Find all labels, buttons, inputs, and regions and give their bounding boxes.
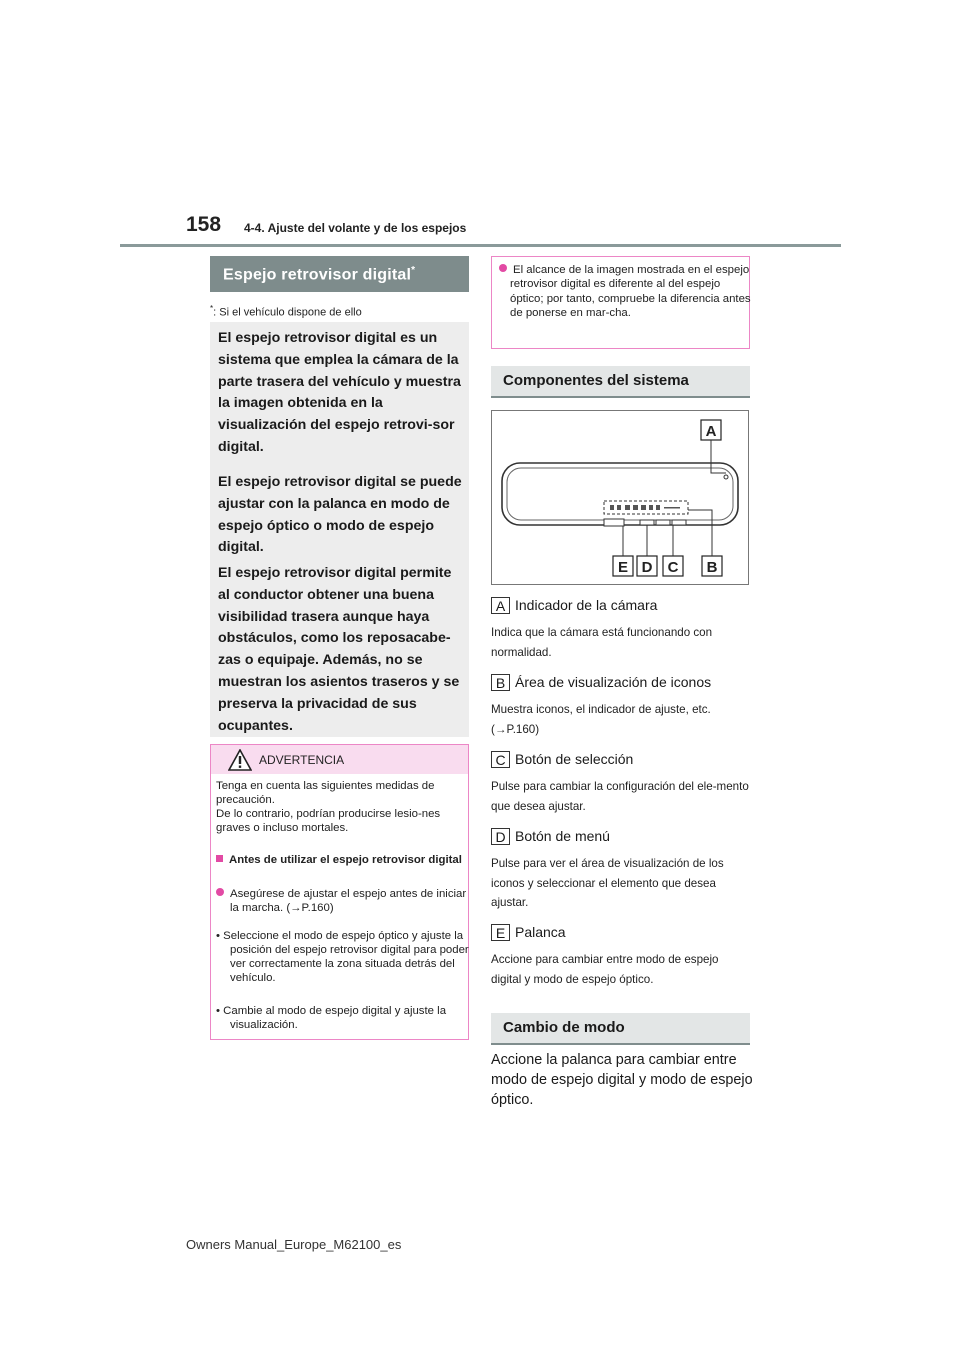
components-heading — [491, 366, 750, 396]
footnote-text: : Si el vehículo dispone de ello — [213, 306, 362, 319]
circle-bullet-icon — [216, 888, 224, 896]
component-name-d: Botón de menú — [515, 828, 610, 844]
main-heading-text: Espejo retrovisor digital — [223, 266, 412, 284]
mode-change-heading — [491, 1013, 750, 1043]
warning-title: ADVERTENCIA — [259, 753, 345, 767]
circle-bullet-icon — [499, 264, 507, 272]
label-c: C — [667, 559, 679, 576]
warning-subheading-text: Antes de utilizar el espejo retrovisor digital — [229, 854, 462, 866]
mode-change-text: Accione la palanca para cambiar entre modo de espejo digital y modo de espejo óptico. — [491, 1052, 753, 1108]
warning-item — [216, 887, 478, 915]
mirror-diagram — [491, 410, 749, 585]
component-letter-a: A — [491, 597, 510, 614]
label-d: D — [641, 559, 653, 576]
component-name-e: Palanca — [515, 924, 566, 940]
component-desc-c: Pulse para cambiar la configuración del ele-mento que desea ajustar. — [491, 780, 749, 813]
component-desc-e: Accione para cambiar entre modo de espejo digital y modo de espejo óptico. — [491, 953, 719, 986]
header-rule — [120, 244, 841, 247]
warning-header — [211, 745, 468, 774]
label-e: E — [617, 559, 629, 576]
note-text-content: El alcance de la imagen mostrada en el espejo retrovisor digital es diferente al del espejo óptico; por tanto, compruebe la diferencia antes de ponerse en mar-cha. — [510, 264, 751, 320]
component-letter-e: E — [491, 924, 510, 941]
intro-paragraph-3: El espejo retrovisor digital permite al conductor obtener una buena visibilidad trasera aunque haya obstáculos, como los reposacabe-zas o equipaje. Además, no se muestran los asientos traseros y se preserva la privacidad de sus ocupantes. — [218, 565, 460, 734]
warning-intro: Tenga en cuenta las siguientes medidas de precaución. De lo contrario, podrían producirse lesio-nes graves o incluso mortales. — [216, 780, 441, 834]
components-heading-text: Componentes del sistema — [503, 372, 689, 389]
component-desc-d: Pulse para ver el área de visualización de los iconos y seleccionar el elemento que desea ajustar. — [491, 857, 724, 909]
component-name-c: Botón de selección — [515, 751, 634, 767]
footer-text: Owners Manual_Europe_M62100_es — [186, 1237, 402, 1252]
label-a: A — [705, 423, 717, 440]
components-heading-rule — [491, 396, 750, 398]
section-title: 4-4. Ajuste del volante y de los espejos — [244, 221, 467, 235]
component-name-a: Indicador de la cámara — [515, 597, 658, 613]
main-heading-marker: * — [411, 265, 416, 276]
main-heading — [210, 256, 469, 292]
footnote — [210, 304, 362, 319]
component-letter-d: D — [491, 828, 510, 845]
intro-paragraph-2: El espejo retrovisor digital se puede ajustar con la palanca en modo de espejo óptico o modo de espejo digital. — [218, 474, 462, 556]
component-letter-b: B — [491, 674, 510, 691]
warning-subheading — [216, 853, 477, 867]
intro-box — [210, 322, 469, 737]
component-desc-a: Indica que la cámara está funcionando con normalidad. — [491, 626, 713, 659]
warning-box — [210, 744, 469, 1040]
mode-change-heading-text: Cambio de modo — [503, 1019, 625, 1036]
mirror-illustration — [492, 411, 748, 584]
warning-triangle-icon — [228, 749, 252, 771]
square-bullet-icon — [216, 855, 223, 862]
warning-bullet-2: • Cambie al modo de espejo digital y ajuste la visualización. — [216, 1005, 447, 1031]
footnote-marker: * — [210, 304, 214, 313]
intro-paragraph-1: El espejo retrovisor digital es un sistema que emplea la cámara de la parte trasera del vehículo y muestra la imagen obtenida en la visualización del espejo retrovi-sor digital. — [218, 330, 461, 455]
page-number: 158 — [186, 213, 222, 236]
warning-item-text: Asegúrese de ajustar el espejo antes de iniciar la marcha. (→P.160) — [230, 888, 467, 914]
label-b: B — [706, 559, 718, 576]
note-box — [491, 256, 750, 349]
warning-bullet-1: • Seleccione el modo de espejo óptico y ajuste la posición del espejo retrovisor digital para poder ver correctamente la zona situada detrás del vehículo. — [216, 930, 469, 984]
mode-change-heading-rule — [491, 1043, 750, 1045]
note-text — [499, 263, 755, 321]
component-name-b: Área de visualización de iconos — [515, 674, 712, 690]
component-desc-b: Muestra iconos, el indicador de ajuste, etc. (→P.160) — [491, 703, 711, 736]
component-letter-c: C — [491, 751, 510, 768]
